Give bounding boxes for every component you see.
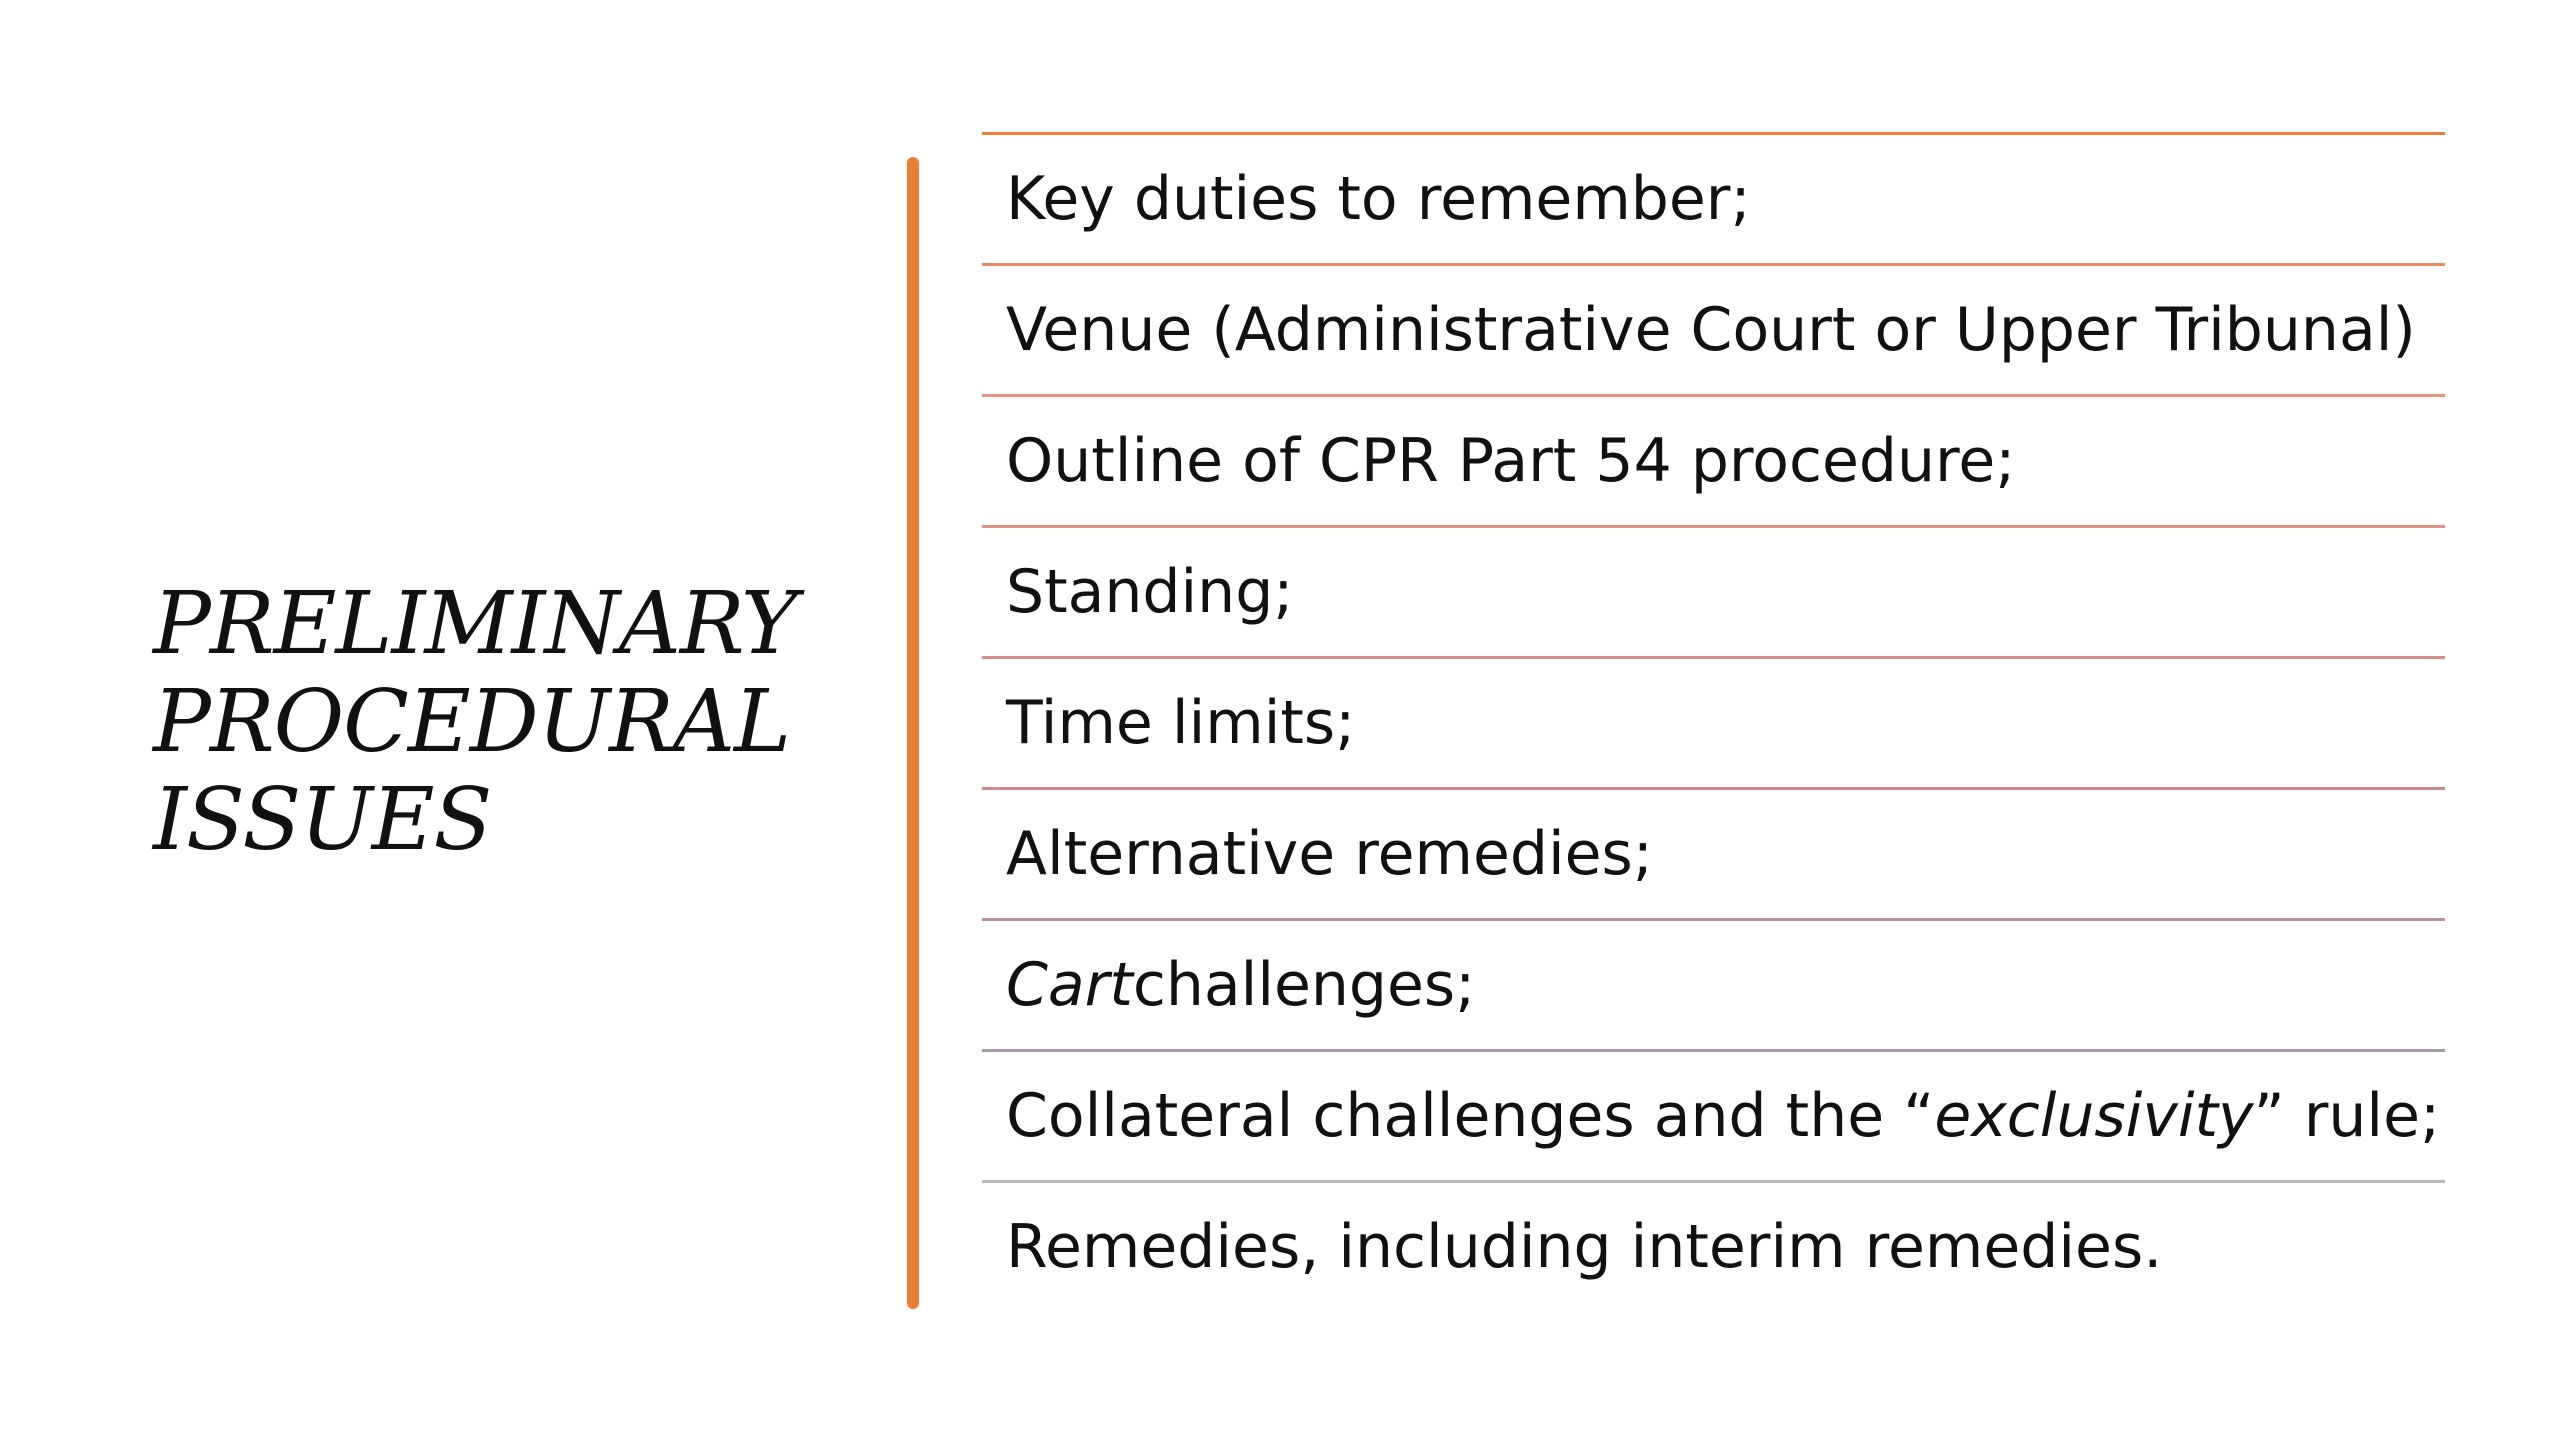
list-item: Collateral challenges and the “ exclusivity ” rule;: [1006, 1081, 2441, 1151]
bullet-list: [982, 132, 2445, 1311]
list-item: Key duties to remember;: [1006, 164, 1751, 234]
list-item: Standing;: [1006, 557, 1294, 627]
list-item: Time limits;: [1006, 688, 1356, 758]
slide-title: [153, 575, 873, 869]
title-line-1: PRELIMINARY: [153, 574, 797, 674]
list-item: Venue (Administrative Court or Upper Tribunal): [1006, 295, 2416, 365]
list-item: Outline of CPR Part 54 procedure;: [1006, 426, 2016, 496]
title-line-3: ISSUES: [153, 770, 492, 870]
title-line-2: PROCEDURAL: [153, 672, 791, 772]
list-item: Alternative remedies;: [1006, 819, 1654, 889]
list-item: Remedies, including interim remedies.: [1006, 1212, 2163, 1282]
accent-bar: [907, 157, 919, 1309]
list-item: Cart challenges;: [1006, 950, 1476, 1020]
